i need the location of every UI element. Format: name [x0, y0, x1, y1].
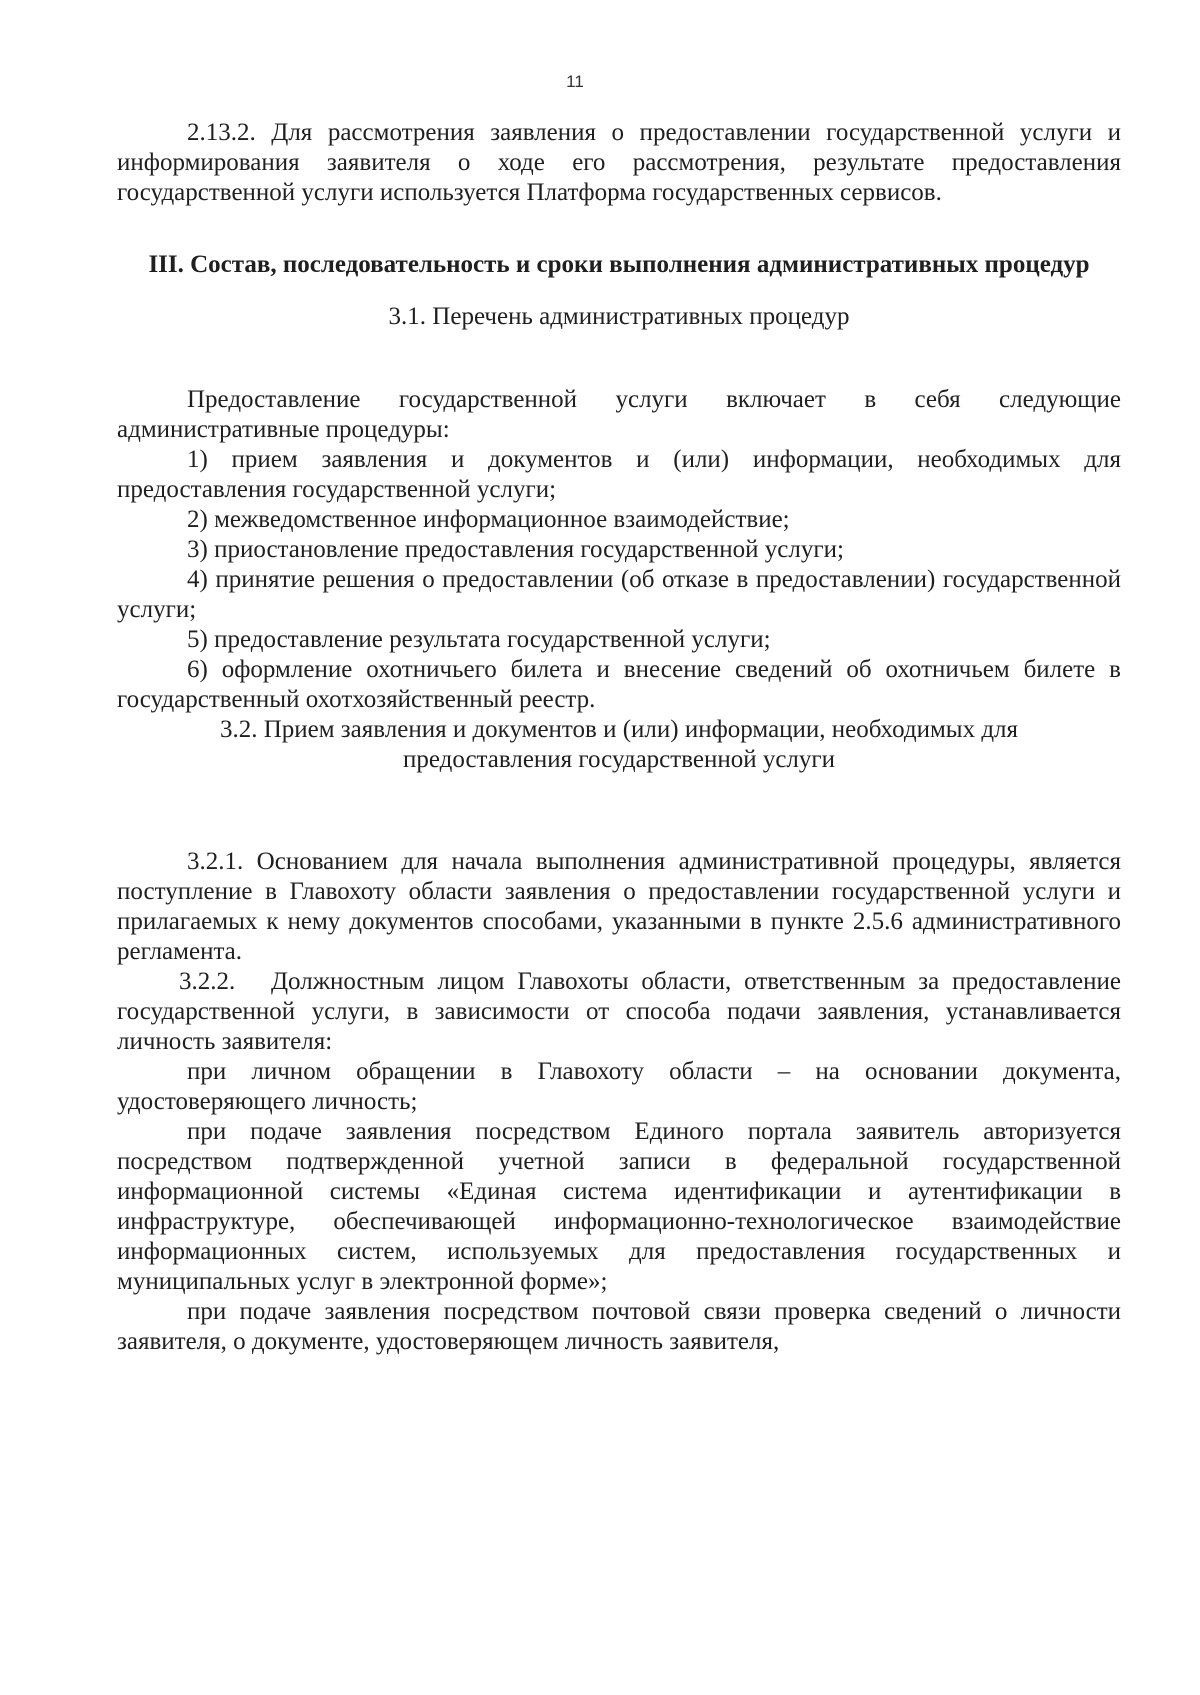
paragraph-3-2-2-number: 3.2.2. — [179, 968, 236, 995]
list-item: 2) межведомственное информационное взаимодействие; — [187, 506, 790, 533]
list-item: 6) оформление охотничьего билета и внесение сведений об охотничьем билете в государственный охотхозяйственный реестр. — [117, 656, 1121, 713]
section-title: III. Состав, последовательность и сроки выполнения административных процедур — [148, 251, 1090, 278]
paragraph-portal: при подаче заявления посредством Единого портала заявитель авторизуется посредством подтвержденной учетной записи в федеральной государственной информационной системы «Единая система идентификации и аутентификации в инфраструктуре, обеспечивающей информационно-технологическое взаимодействие информационных систем, используемых для предоставления государственных и муниципальных услуг в электронной форме»; — [117, 1118, 1121, 1295]
paragraph-personal-visit: при личном обращении в Главохоту области – на основании документа, удостоверяющего личность; — [117, 1058, 1121, 1115]
list-item: 1) прием заявления и документов и (или) информации, необходимых для предоставления государственной услуги; — [117, 446, 1121, 503]
paragraph-postal: при подаче заявления посредством почтовой связи проверка сведений о личности заявителя, о документе, удостоверяющем личность заявителя, — [117, 1298, 1121, 1355]
subsection-3-1-title: 3.1. Перечень административных процедур — [388, 303, 850, 330]
procedures-intro: Предоставление государственной услуги включает в себя следующие административные процедуры: — [117, 386, 1121, 443]
paragraph-3-2-2-text: Должностным лицом Главохоты области, ответственным за предоставление государственной услуги, в зависимости от способа подачи заявления, устанавливается личность заявителя: — [117, 968, 1121, 1055]
paragraph-2-13-2: 2.13.2. Для рассмотрения заявления о предоставлении государственной услуги и информирования заявителя о ходе его рассмотрения, результате предоставления государственной услуги используется Платформа государственных сервисов. — [117, 119, 1121, 206]
page-number: 11 — [566, 72, 584, 91]
paragraph-3-2-1: 3.2.1. Основанием для начала выполнения административной процедуры, является поступление в Главохоту области заявления о предоставлении государственной услуги и прилагаемых к нему документов способами, указанными в пункте 2.5.6 административного регламента. — [117, 848, 1121, 965]
document-body — [117, 118, 1121, 1357]
list-item: 4) принятие решения о предоставлении (об отказе в предоставлении) государственной услуги; — [117, 566, 1121, 623]
paragraph-3-2-2 — [117, 967, 1121, 1057]
subsection-3-2-title: 3.2. Прием заявления и документов и (или) информации, необходимых для предоставления государственной услуги — [219, 716, 1019, 773]
list-item: 5) предоставление результата государственной услуги; — [187, 626, 771, 653]
list-item: 3) приостановление предоставления государственной услуги; — [187, 536, 844, 563]
